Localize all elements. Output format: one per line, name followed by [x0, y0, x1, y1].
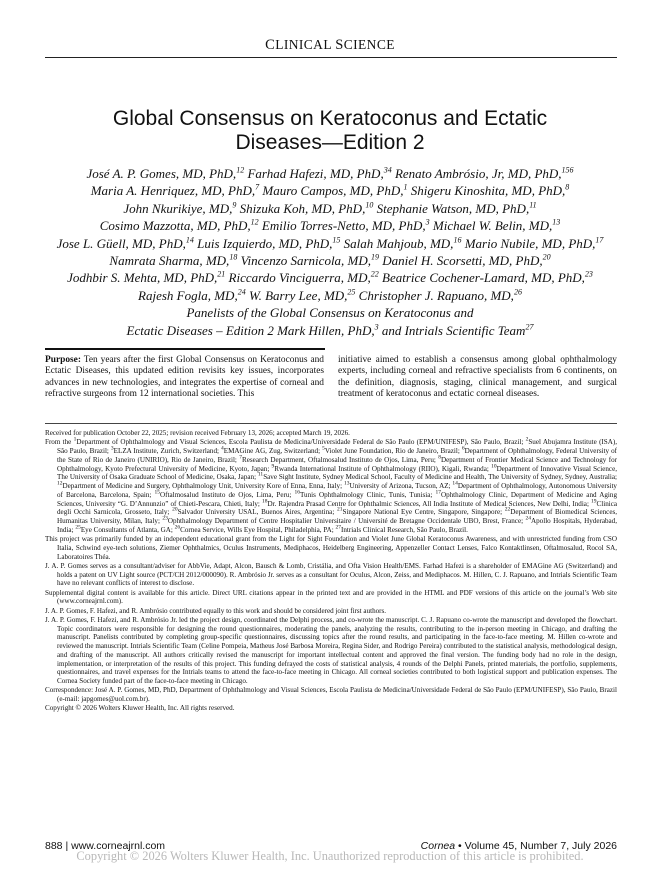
section-heading — [0, 37, 660, 54]
affiliation-number: 15 — [154, 489, 160, 496]
author-line — [40, 217, 620, 234]
author-name: Mauro Campos, MD, PhD, — [259, 183, 404, 199]
affiliation-number: 11 — [257, 471, 264, 478]
affiliation-superscript: 23 — [584, 270, 593, 280]
affiliation-text: Violet June Foundation, Rio de Janeiro, Brazil; — [324, 447, 462, 455]
author-name: Vincenzo Sarnicola, MD, — [237, 253, 372, 269]
author-line — [40, 182, 620, 199]
affiliation-superscript: 15 — [332, 235, 341, 245]
title-line-1: Global Consensus on Keratoconus and Ectatic — [112, 107, 548, 130]
affiliation-text: Department of Innovative Visual Science, The University of Osaka Graduate School of Medicine, Osaka, Japan; — [57, 464, 617, 482]
affiliation-superscript: 9 — [232, 200, 237, 210]
contributions-note: J. A. P. Gomes, F. Hafezi, and R. Ambrósio Jr. led the project design, coordinated the Delphi process, and co-wrote the manuscript. C. J. Rapuano co-wrote the manuscript and developed the flowchart. Topic coordinators were responsible for designing the round questionnaires, moderating the panels, analyzing the results, contributing to the in-person meeting in Chicago, and drafting the manuscript. Panelists contributed by completing group-specific questionnaires, discussing topics after the round results, and participating in the face-to-face meeting. M. Hillen co-wrote and reviewed the manuscript. Intrials Scientific Team (Celine Pompeia, Matheus José Barbosa Moreira, Regina Sider, and Rodrigo Pereira) contributed to the statistical analysis, methodological design, and drafting of the manuscript. All authors critically revised the manuscript for important intellectual content and approved the final version. The funding body had no role in the design, implementation, or interpretation of the results of this project. This funding defrayed the costs of statistical analysis, 4 rounds of the Delphi Panels, printed materials, the portfolio, supplements, questionnaires, and travel expenses for the Intrials teams to attend the face-to-face meeting in Chicago. All corneal societies contributed to both logistical support and publication expenses. The Cornea Society funded part of the face-to-face meeting in Chicago. — [45, 615, 617, 685]
author-name: Shizuka Koh, MD, PhD, — [236, 200, 366, 216]
section-heading-word1: LINICAL — [275, 37, 336, 52]
affiliation-text: Cornea Service, Wills Eye Hospital, Philadelphia, PA; — [180, 525, 336, 534]
author-name: Jose L. Güell, MD, PhD, — [56, 235, 186, 251]
affiliation-number: 25 — [75, 524, 81, 531]
affiliation-text: Dr. Rajendra Prasad Centre for Ophthalmic Sciences, All India Institute of Medical Sciences, New Delhi, India; — [267, 499, 592, 508]
supplemental-note: Supplemental digital content is available for this article. Direct URL citations appear in the printed text and are provided in the HTML and PDF versions of this article on the journal’s Web site (www.corneajrnl.com). — [45, 588, 617, 606]
abstract-right-text: initiative aimed to establish a consensus among global ophthalmology experts, including corneal and refractive specialists from 6 continents, on the definition, diagnosis, staging, clinical management, and surgical treatment of keratoconus and ectatic corneal diseases. — [338, 355, 617, 400]
author-name: Mario Nubile, MD, PhD, — [461, 235, 596, 251]
affiliation-number: 18 — [261, 498, 268, 505]
affiliation-superscript: 13 — [552, 217, 561, 227]
affiliation-superscript: 21 — [217, 270, 226, 280]
footnotes — [45, 429, 617, 714]
affiliation-text: Intrials Clinical Research, São Paulo, Brazil. — [341, 525, 468, 534]
author-name: Cosimo Mazzotta, MD, PhD, — [99, 218, 251, 234]
affiliation-number: 13 — [343, 480, 350, 487]
author-name: Farhad Hafezi, MD, PhD, — [244, 166, 384, 181]
affiliation-text: Apollo Hospitals, Hyderabad, India; — [57, 517, 617, 534]
affiliation-number: 12 — [57, 480, 63, 487]
affiliation-number: 7 — [239, 454, 243, 461]
author-name: Jodhbir S. Mehta, MD, PhD, — [67, 270, 218, 286]
title-line-2: Diseases—Edition 2 — [235, 131, 425, 154]
author-name: Panelists of the Global Consensus on Keratoconus and — [186, 305, 474, 321]
affiliation-text: Department of Ophthalmology, Autonomous University of Barcelona, Barcelona, Spain; — [57, 482, 617, 499]
affiliation-text: EMAGine AG, Zug, Switzerland; — [223, 447, 323, 455]
affiliations-note — [45, 438, 617, 534]
author-name: Salah Mahjoub, MD, — [340, 235, 454, 251]
affiliation-superscript: 26 — [513, 287, 522, 297]
affiliation-superscript: 12 — [250, 217, 259, 227]
abstract-rule — [45, 348, 325, 350]
affiliation-number: 26 — [174, 524, 181, 531]
author-name: Maria A. Henriquez, MD, PhD, — [90, 183, 256, 199]
affiliation-superscript: 20 — [542, 252, 551, 262]
affiliation-text: Suel Abujamra Institute (ISA), São Paulo, Brazil; — [57, 438, 617, 455]
affiliation-superscript: 11 — [529, 200, 537, 210]
section-heading-initial2: S — [335, 37, 344, 53]
affiliation-number: 10 — [491, 463, 497, 470]
issue-info: Volume 45, Number 7, July 2026 — [464, 840, 617, 852]
affiliation-text: Department of Ophthalmology, Federal University of the State of Rio de Janeiro (UNIRIO), Rio de Janeiro, Brazil; — [57, 447, 617, 464]
correspondence-note: Correspondence: José A. P. Gomes, MD, PhD, Department of Ophthalmology and Visual Sciences, Escola Paulista de Medicina/Universidade Federal de São Paulo (EPM/UNIFESP), São Paulo, Brazil (e-mail: japgomes@uol.com.br). — [45, 686, 617, 703]
author-line — [40, 322, 620, 339]
affiliation-text: Oftalmosalud Instituto de Ojos, Lima, Peru; — [160, 490, 295, 499]
affiliation-text: Department of Biomedical Sciences, Humanitas University, Milan, Italy; — [57, 508, 618, 525]
author-name: Luis Izquierdo, MD, PhD, — [193, 235, 333, 251]
affiliation-number: 5 — [322, 445, 325, 452]
affiliation-number: 4 — [221, 445, 224, 452]
page-number: 888 — [45, 840, 63, 852]
equal-contribution-note: J. A. P. Gomes, F. Hafezi, and R. Ambrósio contributed equally to this work and should be considered joint first authors. — [45, 606, 387, 615]
author-name: Emilio Torres-Netto, MD, PhD, — [258, 218, 426, 234]
affiliation-text: Tunis Ophthalmology Clinic, Tunis, Tunisia; — [299, 490, 436, 499]
affiliation-text: Ophthalmology Clinic, Department of Medicine and Aging Sciences, University “G. D’Annunzio” of Chieti-Pescara, Chieti, Italy; — [57, 490, 617, 508]
funding-note: This project was primarily funded by an independent educational grant from the Light for Sight Foundation and Violet June Global Keratoconus Awareness, and with unrestricted funding from CSO Italia, Schwind eye-tech solutions, Ziemer Ophthalmics, Oculus Instruments, Mediphacos, Heidelberg Engineering, Appenzeller Contact Lenses, Falco Kontaktlinsen, Oftalmosalud, Rocol SA, Laboratoires Théa. — [45, 535, 617, 561]
author-line — [40, 235, 620, 252]
affiliation-superscript: 14 — [185, 235, 194, 245]
author-name: Stephanie Watson, MD, PhD, — [373, 200, 530, 216]
author-list — [40, 165, 620, 339]
author-name: Daniel H. Scorsetti, MD, PhD, — [379, 253, 543, 269]
author-line — [40, 287, 620, 304]
footnote-rule — [45, 423, 617, 424]
affiliation-text: Rwanda International Institute of Ophthalmology (RIIO), Kigali, Rwanda; — [274, 464, 492, 473]
affiliation-superscript: 27 — [525, 322, 534, 332]
affiliation-intro: From the — [45, 438, 74, 447]
author-line — [40, 252, 620, 269]
affiliation-superscript: 7 — [255, 183, 260, 193]
author-name: José A. P. Gomes, MD, PhD, — [86, 166, 237, 181]
affiliation-text: Ophthalmology Department of Centre Hospitalier Universitaire / Université de Bretagne Occidentale UBO, Brest, France; — [167, 517, 526, 525]
author-line — [40, 269, 620, 286]
author-name: Michael W. Belin, MD, — [429, 218, 553, 234]
affiliation-superscript: 16 — [453, 235, 462, 245]
affiliation-superscript: 3 — [374, 322, 379, 332]
affiliation-number: 21 — [337, 506, 343, 513]
affiliation-text: Department of Ophthalmology and Visual Sciences, Escola Paulista de Medicina/Universidade Federal de São Paulo (EPM/UNIFESP), São Paulo, Brazil; — [76, 438, 526, 447]
affiliation-text: Singapore National Eye Centre, Singapore, Singapore; — [342, 508, 505, 517]
author-line — [40, 304, 620, 321]
affiliation-superscript: 18 — [229, 252, 238, 262]
affiliation-number: 22 — [504, 506, 511, 513]
author-name: Beatrice Cochener-Lamard, MD, PhD, — [378, 270, 585, 286]
affiliation-number: 3 — [110, 445, 114, 452]
author-name: Ectatic Diseases – Edition 2 Mark Hillen, PhD, — [126, 322, 375, 338]
affiliation-number: 16 — [294, 489, 300, 496]
copyright-note: Copyright © 2026 Wolters Kluwer Health, Inc. All rights reserved. — [45, 704, 235, 713]
affiliation-superscript: 17 — [595, 235, 604, 245]
copyright-watermark: Copyright © 2026 Wolters Kluwer Health, Inc. Unauthorized reproduction of this article is prohibited. — [76, 849, 584, 863]
affiliation-text: Clinica degli Occhi Sarnicola, Grosseto, Italy; — [57, 499, 618, 517]
affiliation-number: 23 — [162, 515, 168, 522]
author-line — [40, 165, 620, 182]
affiliation-number: 19 — [591, 498, 597, 505]
affiliation-text: Save Sight Institute, Sydney Medical School, Faculty of Medicine and Health, The University of Sydney, Sydney, Australia; — [263, 473, 617, 482]
author-name: W. Barry Lee, MD, — [245, 287, 348, 303]
received-note: Received for publication October 22, 2025; revision received February 13, 2026; accepted March 19, 2026. — [45, 429, 350, 437]
affiliation-text: Department of Medicine and Surgery, Ophthalmology Unit, University Kore of Enna, Enna, Italy; — [62, 482, 344, 490]
journal-name: Cornea — [420, 840, 456, 852]
folio-separator: | — [65, 840, 69, 852]
author-name: Riccardo Vinciguerra, MD, — [225, 270, 371, 286]
affiliation-number: 24 — [525, 515, 531, 522]
disclosures-note: J. A. P. Gomes serves as a consultant/adviser for AbbVie, Adapt, Alcon, Bausch & Lomb, Cristália, and Ofta Vision Health/EMS. Farhad Hafezi is a shareholder of EMAGine AG (Switzerland) and holds a patent on UV Light source (PCT/CH 2012/000090). R. Ambrósio Jr. serves as a consultant for Oculus, Alcon, Zeiss, and Mediphacos. M. Hillen, C. J. Rapuano, and Intrials Scientific Team have no relevant conflicts of interest to disclose. — [45, 561, 617, 588]
affiliation-text: ELZA Institute, Zurich, Switzerland; — [113, 447, 222, 455]
article-title — [60, 107, 600, 155]
author-name: and Intrials Scientific Team — [378, 322, 526, 338]
affiliation-text: Research Department, Oftalmosalud Instituto de Ojos, Lima, Peru; — [242, 455, 439, 464]
author-name: Rajesh Fogla, MD, — [138, 287, 238, 303]
affiliation-superscript: 1 — [403, 183, 408, 193]
affiliation-text: University of Arizona, Tucson, AZ; — [349, 482, 453, 490]
affiliation-superscript: 12 — [236, 165, 245, 175]
abstract-left-text: Ten years after the first Global Consensus on Keratoconus and Ectatic Diseases, this updated edition revisits key issues, incorporates advances in new technologies, and integrates the expertise of corneal and refractive surgeons from 12 international societies. This — [45, 355, 324, 400]
affiliation-number: 1 — [73, 436, 77, 443]
affiliation-text: Eye Consultants of Atlanta, GA; — [80, 525, 175, 534]
affiliation-number: 2 — [525, 436, 529, 443]
section-heading-initial: C — [265, 37, 276, 53]
affiliation-number: 8 — [438, 454, 441, 461]
folio-bullet: • — [458, 840, 462, 852]
affiliation-superscript: 19 — [371, 252, 380, 262]
affiliation-superscript: 25 — [347, 287, 356, 297]
affiliation-number: 20 — [172, 506, 178, 513]
affiliation-number: 17 — [435, 489, 441, 496]
affiliation-number: 9 — [271, 463, 275, 470]
affiliation-superscript: 24 — [237, 287, 246, 297]
affiliation-superscript: 3 — [425, 217, 430, 227]
author-line — [40, 200, 620, 217]
author-name: John Nkurikiye, MD, — [123, 200, 233, 216]
author-name: Namrata Sharma, MD, — [109, 253, 230, 269]
affiliation-number: 6 — [461, 445, 465, 452]
affiliation-superscript: 8 — [565, 183, 570, 193]
journal-website: www.corneajrnl.com — [71, 840, 166, 852]
author-name: Christopher J. Rapuano, MD, — [355, 287, 514, 303]
affiliation-superscript: 10 — [365, 200, 374, 210]
abstract-left-column — [45, 355, 324, 401]
affiliation-text: Salvador University USAL, Buenos Aires, Argentina; — [177, 508, 337, 517]
affiliation-superscript: 156 — [561, 165, 574, 175]
affiliation-number: 27 — [335, 524, 341, 531]
header-rule — [45, 57, 617, 58]
section-heading-word2: CIENCE — [343, 37, 395, 52]
author-name: Renato Ambrósio, Jr, MD, PhD, — [391, 166, 562, 181]
affiliation-superscript: 34 — [383, 165, 392, 175]
affiliation-number: 14 — [452, 480, 458, 487]
abstract-right-column — [338, 355, 617, 401]
affiliation-superscript: 22 — [370, 270, 379, 280]
abstract-purpose-label: Purpose: — [45, 355, 81, 365]
author-name: Shigeru Kinoshita, MD, PhD, — [407, 183, 566, 199]
affiliation-text: Department of Frontier Medical Science and Technology for Ophthalmology, Kyoto Prefectural University of Medicine, Kyoto, Japan; — [57, 455, 618, 473]
